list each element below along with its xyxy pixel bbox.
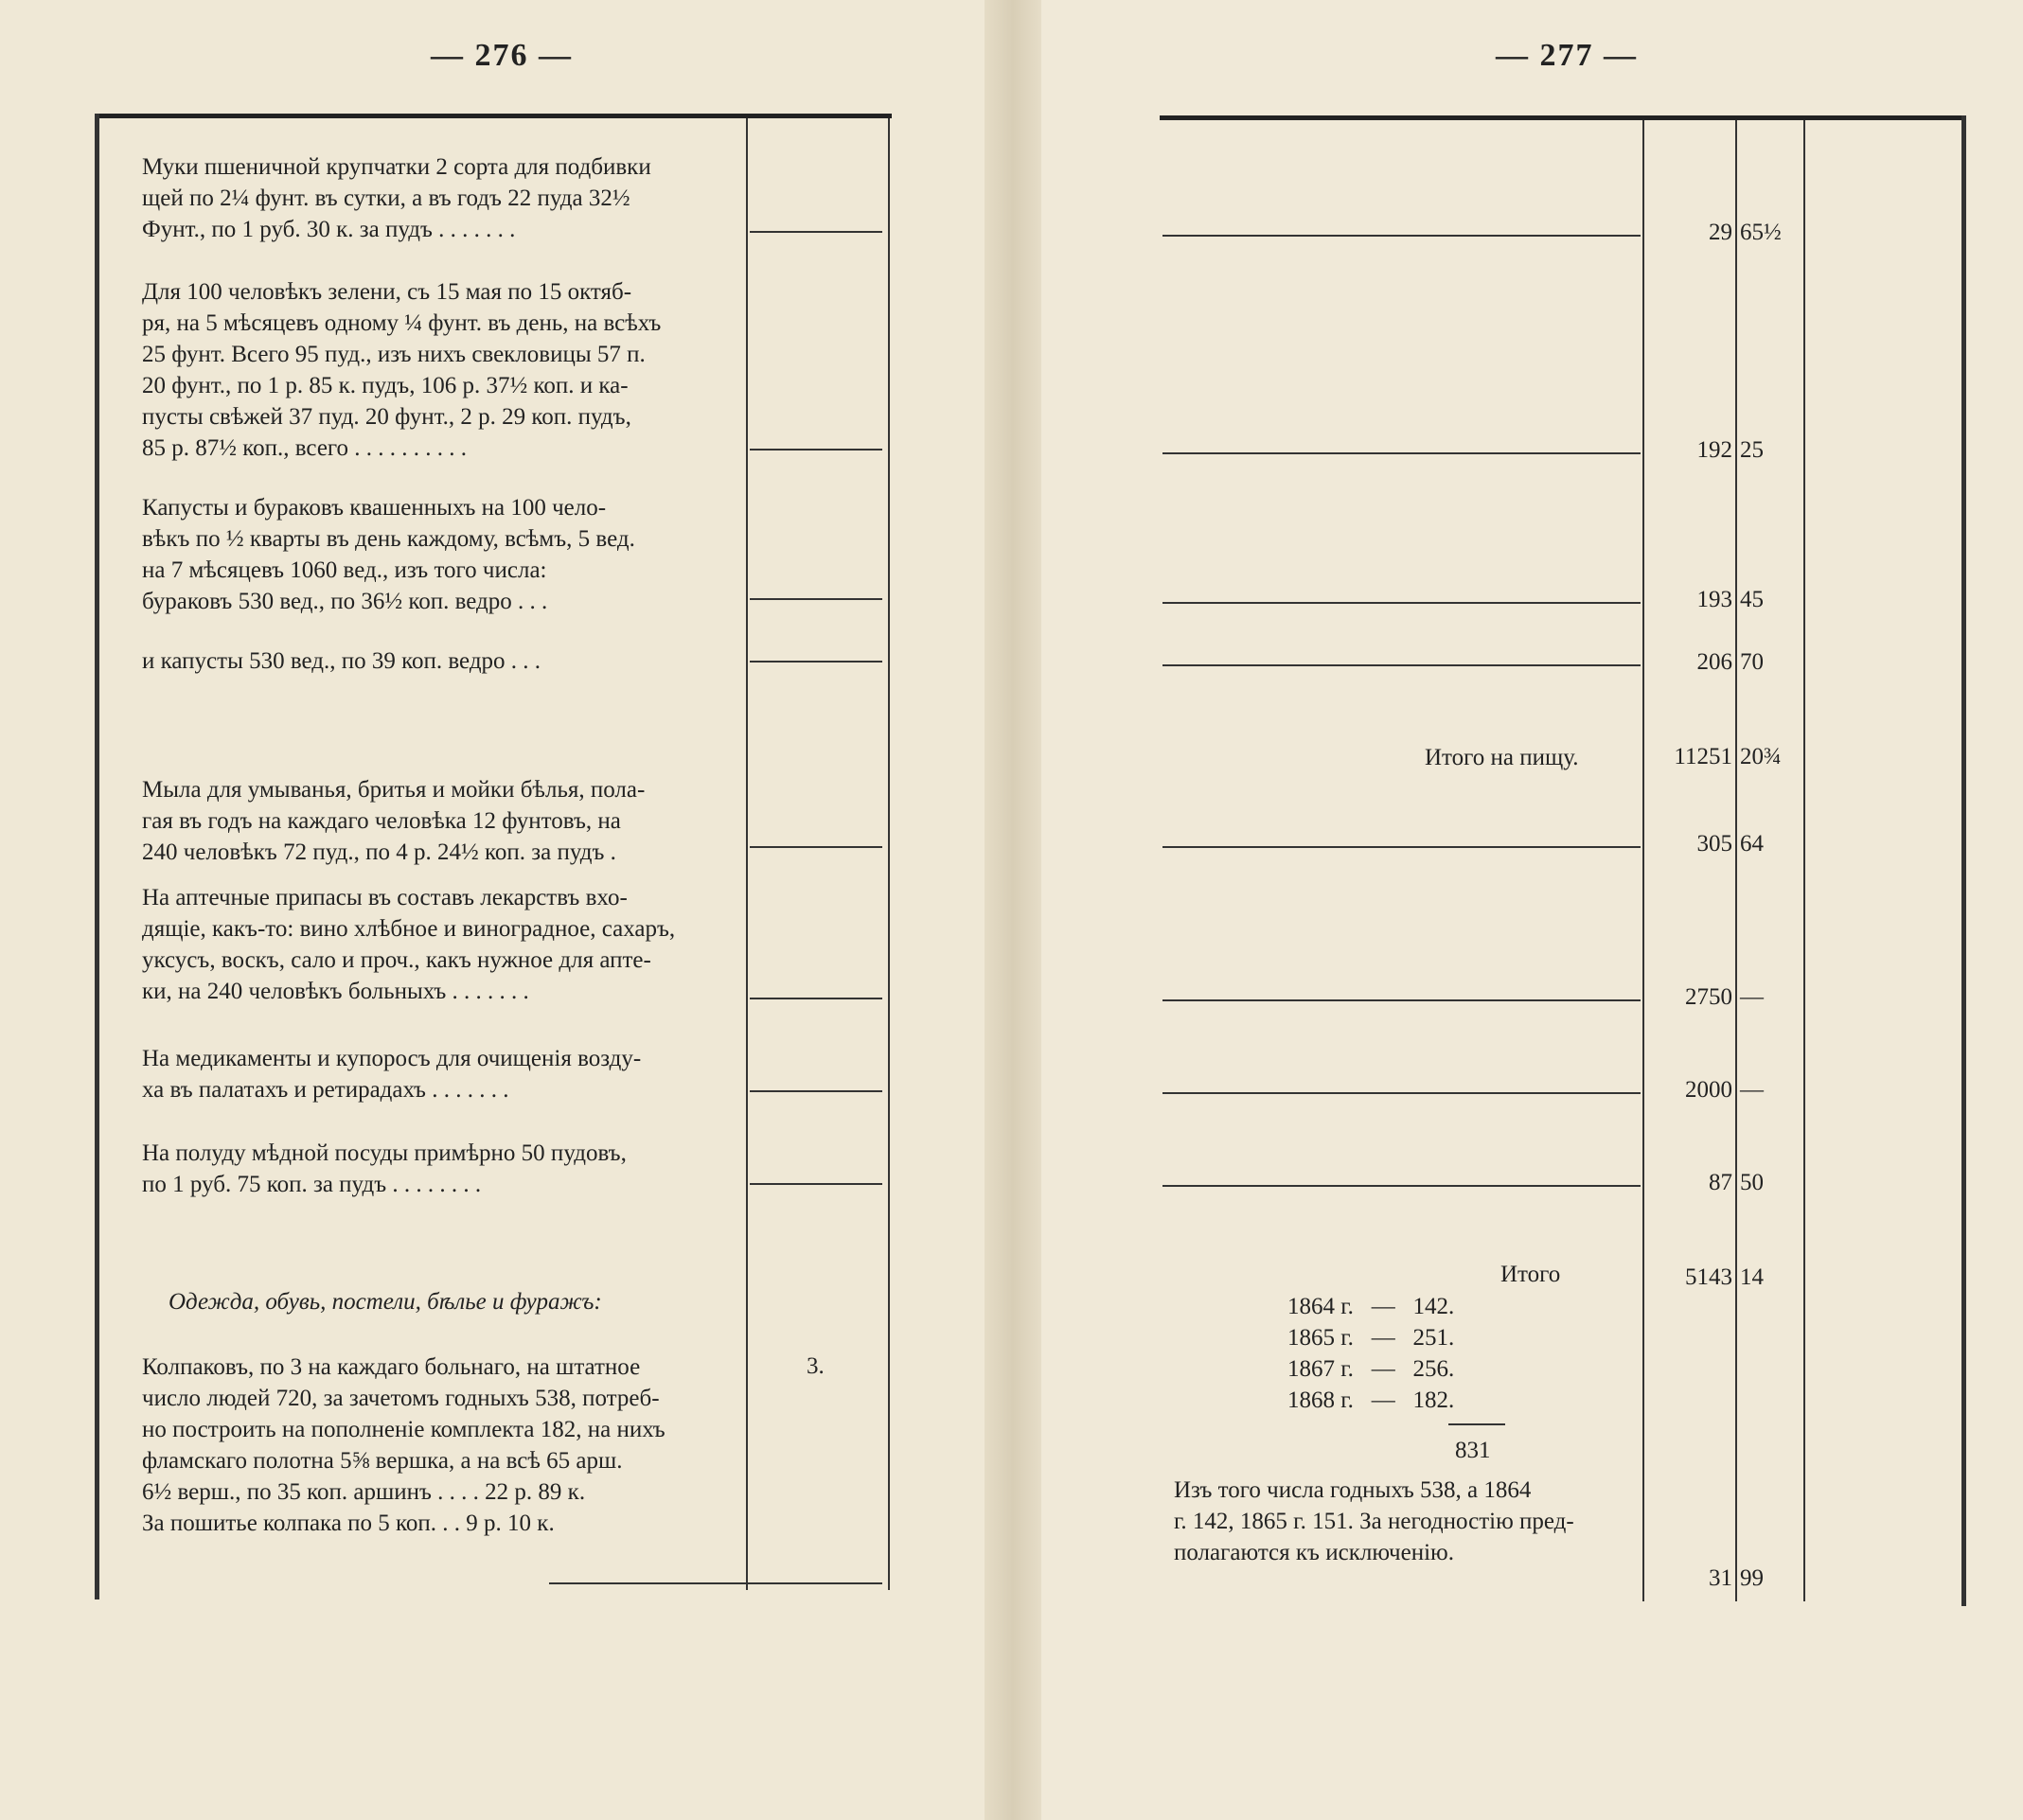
- amount-dash: [750, 1183, 882, 1185]
- amount-dash: [549, 1582, 882, 1584]
- entry-greens: Для 100 человѣкъ зелени, съ 15 мая по 15 октяб- ря, на 5 мѣсяцевъ одному ¼ фунт. въ день, на всѣхъ 25 фунт. Всего 95 пуд., изъ нихъ свекловицы 57 п. 20 фунт., по 1 р. 85 к. пудъ, 106 р. 37½ коп. и ка- пусты свѣжей 37 пуд. 20 фунт., 2 р. 29 коп. пудъ, 85 р. 87½ коп., всего . . . . . . . . . .: [142, 279, 662, 461]
- amount-dash: [1162, 602, 1641, 604]
- amount-dash: [750, 1090, 882, 1092]
- total-label: Итого: [1500, 1262, 1561, 1287]
- amount-rub: 193: [1696, 587, 1732, 612]
- amount-dash: [750, 598, 882, 600]
- amount-rub: 29: [1709, 220, 1732, 245]
- amount-kop: 99: [1740, 1565, 1764, 1591]
- amount-kop: 64: [1740, 831, 1764, 857]
- amount-dash: [750, 846, 882, 848]
- amount-dash: [1162, 1092, 1641, 1094]
- entry-kolpak: Колпаковъ, по 3 на каждаго больнаго, на штатное число людей 720, за зачетомъ годныхъ 538, потреб- но построить на пополненіе комплекта 182, на нихъ фламскаго полотна 5⅝ вершка, а на всѣ 65 арш. 6½ верш., по 35 коп. аршинъ . . . . 22 р. 89 к. За пошитье колпака по 5 коп. . . 9 р. 10 к.: [142, 1354, 665, 1536]
- total-kop: 14: [1740, 1264, 1764, 1290]
- subtotal-food-rub: 11251: [1674, 744, 1732, 769]
- amount-dash: [750, 449, 882, 451]
- amount-rub: 31: [1709, 1565, 1732, 1591]
- note-text: Изъ того числа годныхъ 538, а 1864 г. 142, 1865 г. 151. За негодностію пред- полагаются къ исключенію.: [1174, 1477, 1574, 1565]
- kop-column-rule: [1735, 120, 1737, 1601]
- amount-rub: 87: [1709, 1170, 1732, 1195]
- left-table-right-rule: [888, 118, 890, 1590]
- entry-sauerkraut: Капусты и бураковъ квашенныхъ на 100 чело- вѣкъ по ½ кварты въ день каждому, всѣмъ, 5 вед. на 7 мѣсяцевъ 1060 вед., изъ того числа: бураковъ 530 вед., по 36½ коп. ведро . . .: [142, 495, 635, 614]
- amount-dash: [1162, 235, 1641, 237]
- entry-flour: Муки пшеничной крупчатки 2 сорта для подбивки щей по 2¼ фунт. въ сутки, а въ годъ 22 пуда 32½ Фунт., по 1 руб. 30 к. за пудъ . . . . . . .: [142, 154, 651, 242]
- entry-soap: Мыла для умыванья, бритья и мойки бѣлья, пола- гая въ годъ на каждаго человѣка 12 фунтовъ, на 240 человѣкъ 72 пуд., по 4 р. 24½ коп. за пудъ .: [142, 777, 646, 865]
- amount-kop: 45: [1740, 587, 1764, 612]
- amount-rub: 192: [1696, 437, 1732, 463]
- amount-rub: 2750: [1685, 984, 1732, 1010]
- years-total: 831: [1455, 1438, 1491, 1463]
- left-table-border: [95, 114, 99, 1599]
- right-table-border: [1961, 115, 1966, 1606]
- amount-dash: [1162, 1185, 1641, 1187]
- years-sum-rule: [1448, 1423, 1505, 1425]
- entry-pharmacy: На аптечные припасы въ составъ лекарствъ вхо- дящіе, какъ-то: вино хлѣбное и виноградное, сахаръ, уксусъ, воскъ, сало и проч., какъ нужное для апте- ки, на 240 человѣкъ больныхъ . . . . . . .: [142, 885, 676, 1004]
- book-gutter: [985, 0, 1041, 1820]
- year-row: 1864 г. — 142. 1865 г. — 251. 1867 г. — 256. 1868 г. — 182.: [1287, 1294, 1455, 1413]
- amount-kop: 50: [1740, 1170, 1764, 1195]
- entry-medicaments: На медикаменты и купоросъ для очищенія возду- ха въ палатахъ и ретирадахъ . . . . . . .: [142, 1046, 642, 1103]
- amount-dash: [1162, 999, 1641, 1001]
- amount-kop: —: [1740, 1077, 1764, 1103]
- right-extra-column-rule: [1803, 120, 1805, 1601]
- left-table-top-rule: [95, 114, 892, 118]
- amount-rub: 2000: [1685, 1077, 1732, 1103]
- amount-dash: [750, 231, 882, 233]
- amount-kop: 70: [1740, 649, 1764, 675]
- subtotal-food-label: Итого на пищу.: [1425, 745, 1579, 770]
- amount-kop: —: [1740, 984, 1764, 1010]
- left-amount-column-rule: [746, 118, 748, 1590]
- subtotal-food-kop: 20¾: [1740, 744, 1782, 769]
- total-rub: 5143: [1685, 1264, 1732, 1290]
- page-number-left: — 276 —: [431, 38, 573, 73]
- amount-rub: 206: [1696, 649, 1732, 675]
- right-table-top-rule: [1160, 115, 1964, 120]
- rub-column-rule: [1642, 120, 1644, 1601]
- section-header-clothing: Одежда, обувь, постели, бѣлье и фуражъ:: [169, 1289, 602, 1315]
- entry-cabbage: и капусты 530 вед., по 39 коп. ведро . . .: [142, 648, 541, 674]
- page-number-right: — 277 —: [1496, 38, 1638, 73]
- amount-kop: 65½: [1740, 220, 1782, 245]
- amount-dash: [1162, 452, 1641, 454]
- amount-rub: 305: [1696, 831, 1732, 857]
- entry-tinning: На полуду мѣдной посуды примѣрно 50 пудовъ, по 1 руб. 75 коп. за пудъ . . . . . . . .: [142, 1140, 627, 1197]
- kolpak-quantity: 3.: [807, 1353, 825, 1379]
- amount-dash: [750, 998, 882, 999]
- amount-dash: [750, 661, 882, 663]
- amount-kop: 25: [1740, 437, 1764, 463]
- amount-dash: [1162, 846, 1641, 848]
- amount-dash: [1162, 664, 1641, 666]
